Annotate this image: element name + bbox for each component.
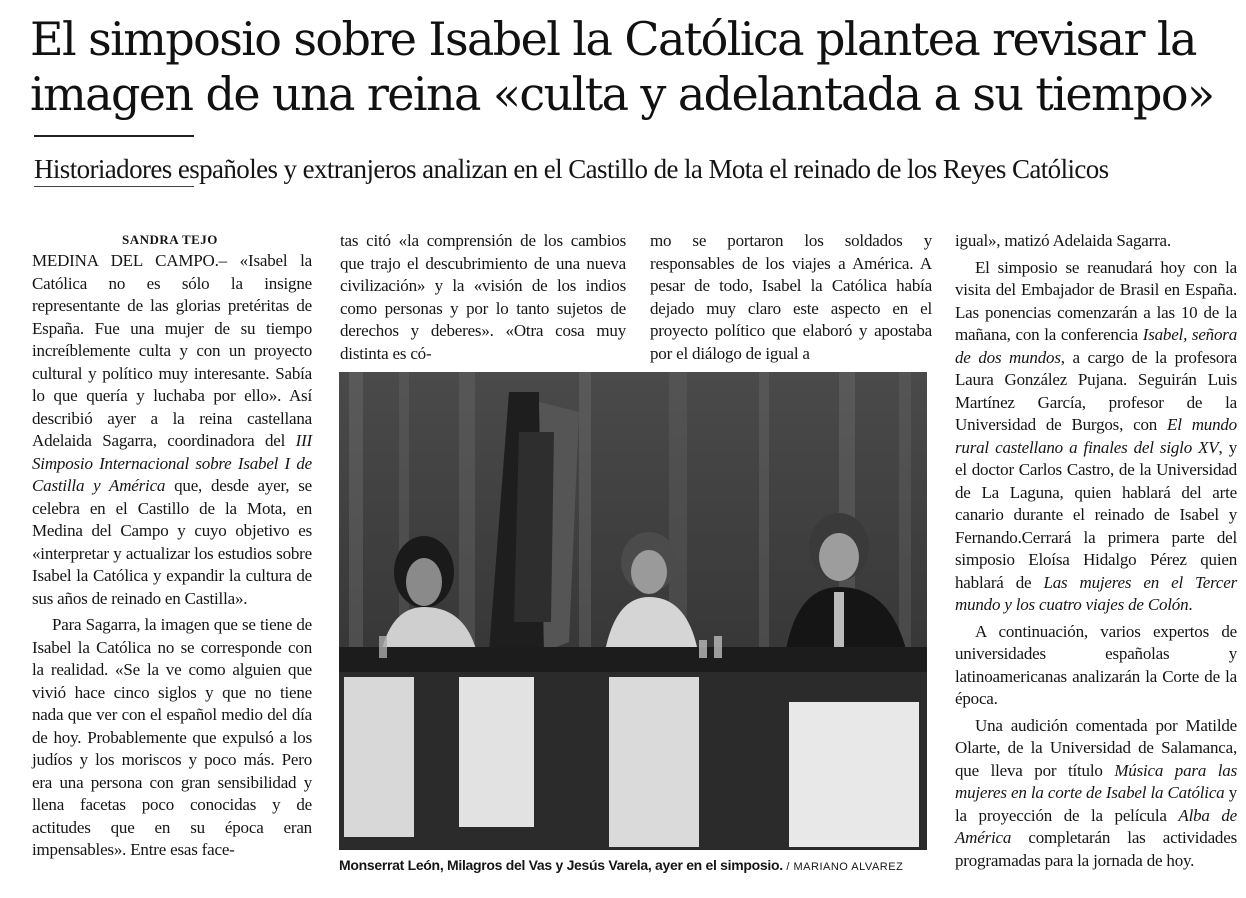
text-run: , a cargo de la profesora Laura González Pujana. Seguirán Luis Martínez García, profesor de la Universidad de Burgos, con (955, 347, 1237, 434)
paragraph-3: tas citó «la comprensión de los cambios que trajo el descubrimiento de una nueva civilización» y la «visión de los indios como personas y por lo tanto sujetos de derechos y deberes». «Otra cosa muy distinta es có- (340, 231, 626, 363)
headline-line-1: El simposio sobre Isabel la Católica plantea revisar la (30, 12, 1196, 66)
paragraph-7: A continuación, varios expertos de universidades españolas y latinoamericanas analizarán la Corte de la época. (955, 621, 1237, 708)
italic-title: Las mujeres en el Tercer mundo y los cuatro viajes de Colón (955, 572, 1237, 614)
italic-title: Alba de América (955, 805, 1237, 847)
dateline: MEDINA DEL CAMPO.– (32, 251, 227, 270)
headline (30, 12, 1230, 122)
caption-text: Monserrat León, Milagros del Vas y Jesús Varela, ayer en el simposio. (339, 857, 783, 873)
text-run: «Isabel la Católica no es sólo la insigne representante de las glorias pretéritas de España. Fue una mujer de su tiempo increíblemente culta y con un proyecto cultural y político muy interesante. Sabía lo que quería y luchaba por ello». Así describió ayer a la reina castellana Adelaida Sagarra, coordinadora del (32, 251, 312, 450)
photo-credit: / MARIANO ALVAREZ (782, 861, 904, 873)
subhead-underline (34, 186, 194, 187)
italic-title: Isabel, señora de dos mundos (955, 325, 1237, 367)
news-photo (339, 372, 927, 850)
text-run: y la proyección de la película (955, 783, 1238, 825)
paragraph-5: igual», matizó Adelaida Sagarra. (955, 231, 1171, 250)
text-run: El simposio se reanudará hoy con la visita del Embajador de Brasil en España. Las ponencias comenzarán a las 10 de la mañana, con la conferencia (955, 257, 1237, 344)
text-run: , y el doctor Carlos Castro, de la Universidad de La Laguna, quien hablará del arte canario durante el reinado de Isabel y Fernando.Cerrará la primera parte del simposio Eloísa Hidalgo Pérez quien hablará de (955, 437, 1237, 592)
article-column-1 (32, 230, 312, 862)
italic-title: El mundo rural castellano a finales del siglo XV (955, 415, 1237, 457)
text-run: completarán las actividades programadas para la jornada de hoy. (955, 828, 1237, 870)
article-column-2 (340, 230, 626, 365)
photo-illustration (339, 372, 927, 850)
text-run: . (1188, 595, 1193, 614)
italic-title: Música para las mujeres en la corte de Isabel la Católica (955, 760, 1237, 802)
subheadline: Historiadores españoles y extranjeros analizan en el Castillo de la Mota el reinado de los Reyes Católicos (34, 154, 1109, 184)
article-column-3 (650, 230, 932, 365)
headline-rule (34, 135, 194, 137)
text-run: que, desde ayer, se celebra en el Castillo de la Mota, en Medina del Campo y cuyo objetivo es «interpretar y actualizar los estudios sobre Isabel la Católica y expandir la cultura de sus años de reinado en Castilla». (32, 476, 312, 608)
photo-caption (339, 855, 939, 877)
text-run: Una audición comentada por Matilde Olarte, de la Universidad de Salamanca, que lleva por título (955, 715, 1237, 780)
byline: SANDRA TEJO (122, 232, 218, 247)
italic-title: III Simposio Internacional sobre Isabel I de Castilla y América (32, 431, 312, 495)
paragraph-1 (32, 250, 312, 610)
paragraph-2: Para Sagarra, la imagen que se tiene de Isabel la Católica no se corresponde con la realidad. «Se la ve como alguien que vivió hace cinco siglos y que no tiene nada que ver con el español medio del día de hoy. Probablemente que expulsó a los judíos y los moriscos y poco más. Pero era una persona con gran sensibilidad y llena facetas poco conocidas y de actitudes que en su época eran impensables». Entre esas face- (32, 615, 312, 859)
article-column-4 (955, 230, 1237, 872)
paragraph-6 (955, 257, 1237, 617)
headline-line-2: imagen de una reina «culta y adelantada a su tiempo» (30, 67, 1214, 121)
paragraph-8 (955, 715, 1237, 873)
paragraph-4: mo se portaron los soldados y responsables de los viajes a América. A pesar de todo, Isabel la Católica había dejado muy claro este aspecto en el proyecto político que elaboró y apostaba por el diálogo de igual a (650, 231, 932, 363)
